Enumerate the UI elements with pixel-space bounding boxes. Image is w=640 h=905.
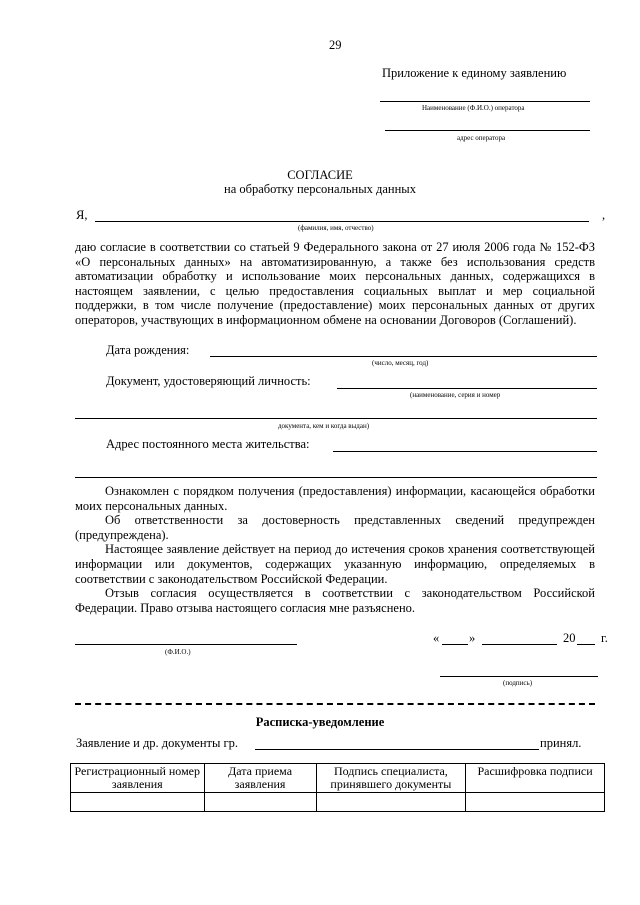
paragraph-procedure: Ознакомлен с порядком получения (предоставления) информации, касающейся обработки моих персональных данных. [75, 484, 595, 513]
receipt-title: Расписка-уведомление [255, 715, 385, 729]
document-title: СОГЛАСИЕ [287, 168, 353, 182]
header-specialist-signature: Подпись специалиста, принявшего документы [316, 764, 466, 793]
operator-name-line[interactable] [380, 101, 590, 102]
cell-registration-number[interactable] [71, 793, 205, 812]
id-document-caption: (наименование, серия и номер [410, 391, 501, 399]
birth-date-label: Дата рождения: [106, 343, 190, 357]
paragraph-revocation: Отзыв согласия осуществляется в соответствии с законодательством Российской Федерации. Право отзыва настоящего согласия мне разъяснено. [75, 586, 595, 615]
operator-address-line[interactable] [385, 130, 590, 131]
receipt-name-line[interactable] [255, 749, 539, 750]
operator-address-caption: адрес оператора [457, 134, 506, 142]
fio-comma: , [602, 208, 606, 222]
date-open-quote: « [433, 631, 440, 645]
appendix-heading: Приложение к единому заявлению [382, 66, 567, 80]
table-header-row [71, 764, 605, 793]
address-label: Адрес постоянного места жительства: [106, 437, 310, 451]
table-row [71, 793, 605, 812]
id-document-label: Документ, удостоверяющий личность: [106, 374, 311, 388]
date-month-line[interactable] [482, 644, 557, 645]
consent-text: даю согласие в соответствии со статьей 9 Федерального закона от 27 июля 2006 года № 152-ФЗ «О персональных данных» на автоматизированную, а также без использования средств автоматизации обработку и использование моих персональных данных, содержащихся в настоящем заявлении, с целью предоставления социальных выплат и мер социальной поддержки, в том числе получение (предоставление) моих персональных данных от других операторов, участвующих в информационном обмене на основании Договоров (Соглашений). [75, 240, 595, 327]
signature-caption: (подпись) [503, 679, 533, 687]
header-receipt-date: Дата приема заявления [204, 764, 316, 793]
receipt-prefix: Заявление и др. документы гр. [76, 736, 239, 750]
cell-signature-decoding[interactable] [466, 793, 605, 812]
fio-line[interactable] [95, 221, 589, 222]
signer-fio-line[interactable] [75, 644, 297, 645]
date-year-line[interactable] [577, 644, 595, 645]
paragraph-validity: Настоящее заявление действует на период до истечения сроков хранения соответствующей информации или документов, содержащих указанную информацию, определяемых в соответствии с законодательством Российской Федерации. [75, 542, 595, 586]
date-close-quote: » [469, 631, 476, 645]
date-day-line[interactable] [442, 644, 468, 645]
id-document-caption-2: документа, кем и когда выдан) [278, 422, 370, 430]
header-signature-decoding: Расшифровка подписи [466, 764, 605, 793]
page-number: 29 [329, 38, 342, 52]
birth-date-line[interactable] [210, 356, 597, 357]
acknowledgement-paragraphs [75, 484, 595, 615]
address-line-2[interactable] [75, 477, 597, 478]
signer-fio-caption: (Ф.И.О.) [165, 648, 191, 656]
operator-name-caption: Наименование (Ф.И.О.) оператора [422, 104, 525, 112]
id-document-line[interactable] [337, 388, 597, 389]
receipt-suffix: принял. [540, 736, 582, 750]
cell-receipt-date[interactable] [204, 793, 316, 812]
cell-specialist-signature[interactable] [316, 793, 466, 812]
signature-line[interactable] [440, 676, 598, 677]
registration-table [70, 763, 605, 812]
birth-date-caption: (число, месяц, год) [372, 359, 429, 367]
header-registration-number: Регистрационный номер заявления [71, 764, 205, 793]
i-label: Я, [76, 208, 88, 222]
id-document-line-2[interactable] [75, 418, 597, 419]
paragraph-responsibility: Об ответственности за достоверность представленных сведений предупрежден (предупреждена). [75, 513, 595, 542]
date-year-prefix: 20 [563, 631, 576, 645]
fio-caption: (фамилия, имя, отчество) [298, 224, 374, 232]
date-year-suffix: г. [601, 631, 608, 645]
cut-line-divider [75, 703, 595, 705]
document-subtitle: на обработку персональных данных [224, 182, 416, 196]
address-line[interactable] [333, 451, 597, 452]
